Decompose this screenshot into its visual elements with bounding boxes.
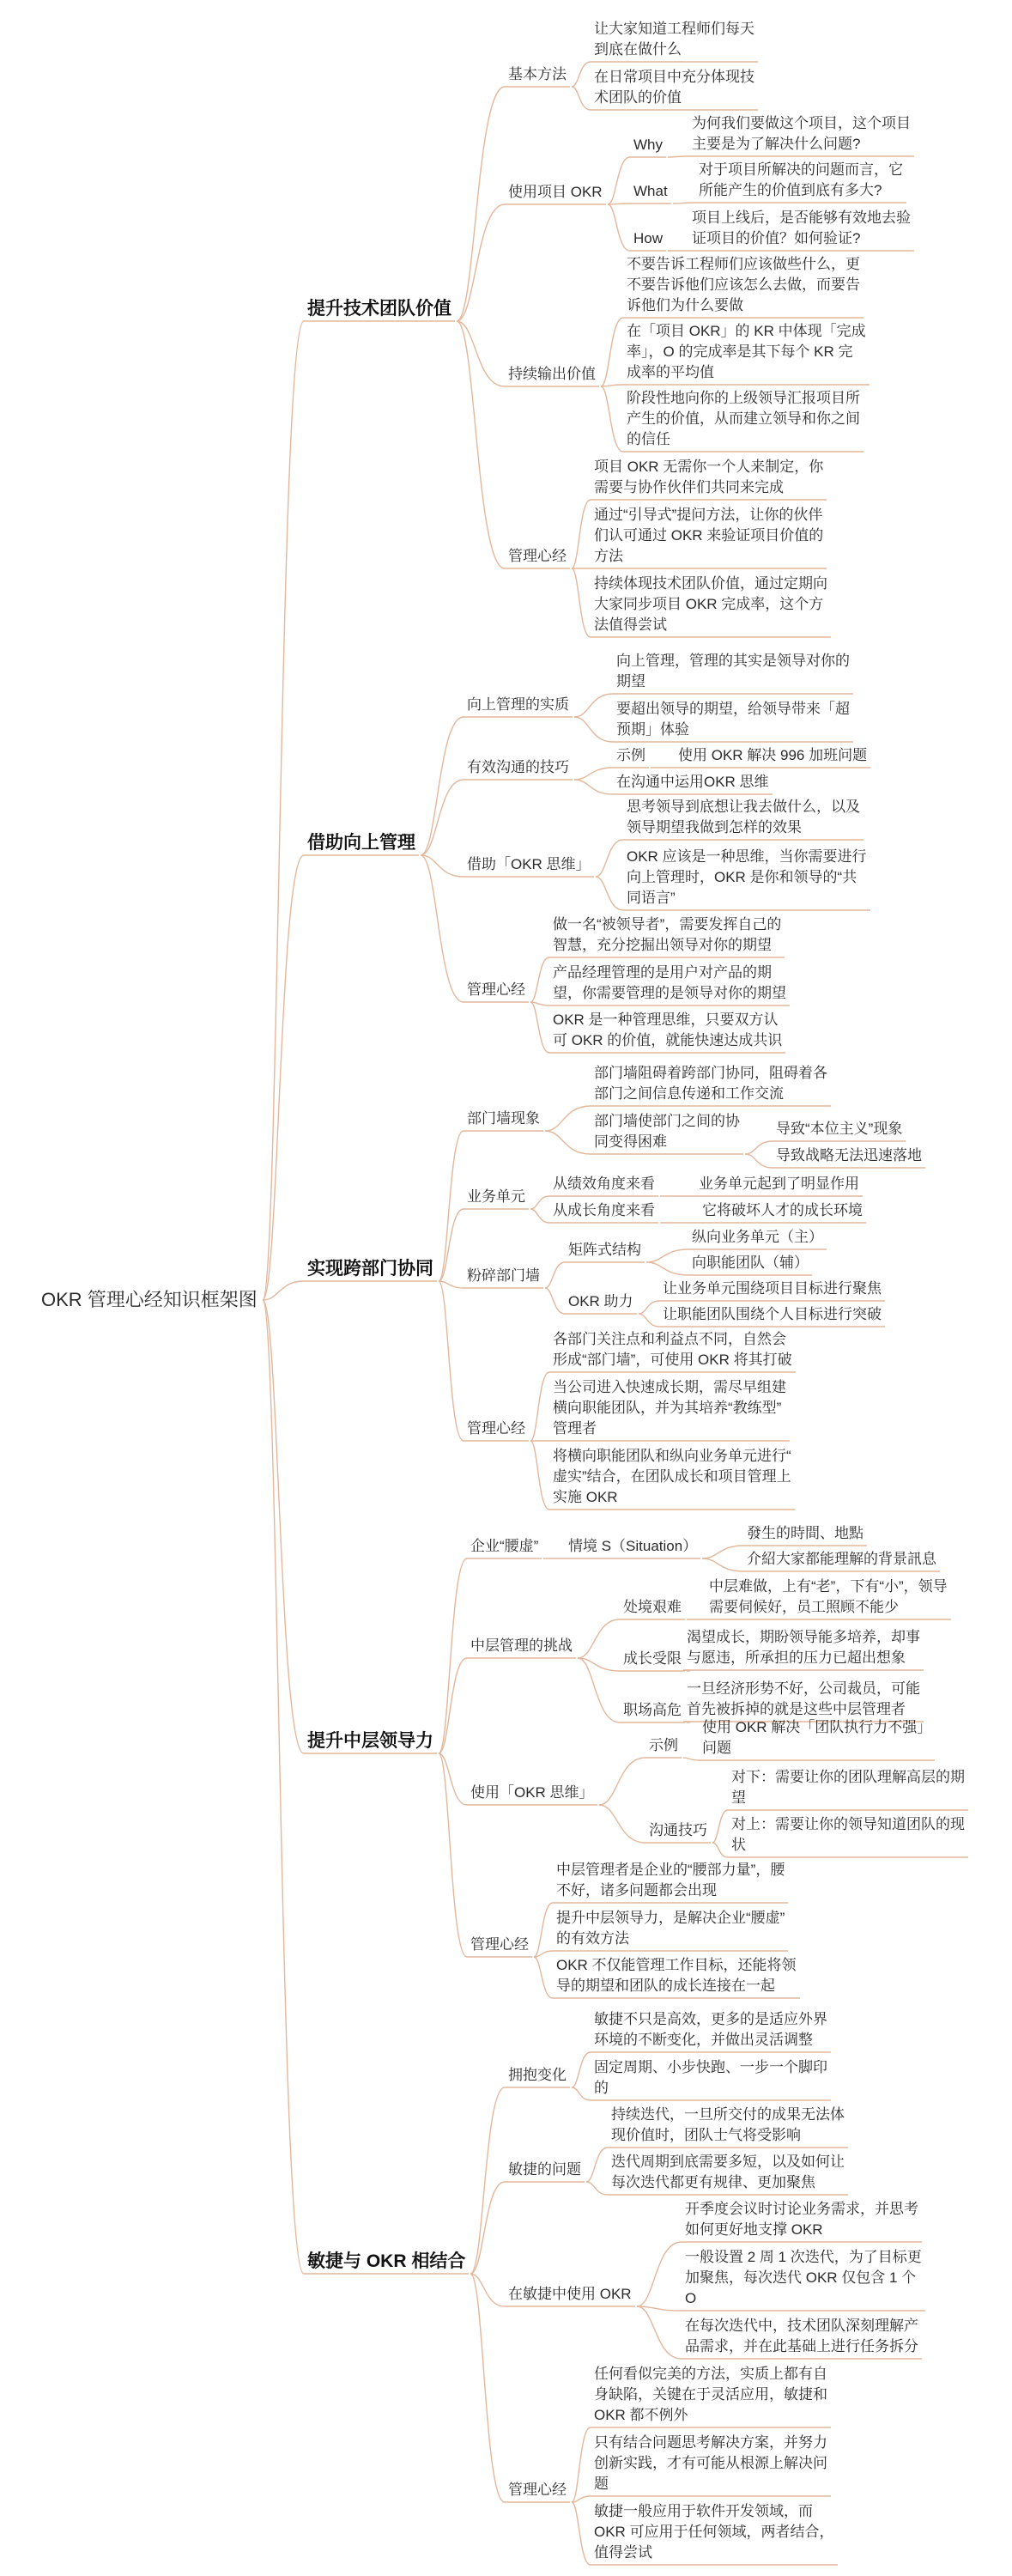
node-sections-3-children-1-children-2-children-0: 一旦经济形势不好，公司裁员，可能 首先被拆掉的就是这些中层管理者 xyxy=(687,1680,920,1717)
edge-sections-3-children-1-children-0 xyxy=(578,1619,620,1658)
node-sections-1-children-0-children-1: 要超出领导的期望，给领导带来「超 预期」体验 xyxy=(616,701,850,738)
node-sections-0-children-2-children-1: 在「项目 OKR」的 KR 中体现「完成 率」，O 的完成率是其下每个 KR 完 成率的平均值 xyxy=(627,323,866,380)
node-sections-4-children-2-children-2: 在每次迭代中，技术团队深刻理解产 品需求，并在此基础上进行任务拆分 xyxy=(685,2318,918,2354)
edge-sections-1-children-2 xyxy=(421,855,464,877)
edge-sections-3-children-1-children-2 xyxy=(578,1658,620,1722)
node-sections-2: 实现跨部门协同 xyxy=(307,1259,433,1279)
edge-sections-1 xyxy=(263,855,304,1300)
node-sections-2-children-1-children-1-children-0: 它将破坏人才的成长环境 xyxy=(702,1202,863,1218)
node-sections-0: 提升技术团队价值 xyxy=(307,299,451,319)
node-sections-1-children-3-children-2: OKR 是一种管理思维，只要双方认 可 OKR 的价值，就能快速达成共识 xyxy=(553,1012,783,1048)
node-sections-3-children-2-children-1: 沟通技巧 xyxy=(649,1822,707,1838)
edge-sections-0-children-3 xyxy=(457,321,505,568)
node-sections-0-children-0: 基本方法 xyxy=(508,66,567,82)
edge-sections-3 xyxy=(263,1300,304,1753)
node-sections-4-children-3: 管理心经 xyxy=(508,2482,567,2498)
node-sections-1-children-3-children-0: 做一名“被领导者”，需要发挥自己的 智慧，充分挖掘出领导对你的期望 xyxy=(553,916,782,953)
node-sections-2-children-1: 业务单元 xyxy=(467,1188,525,1205)
edge-sections-3-children-0 xyxy=(439,1558,467,1753)
node-sections-4-children-1: 敏捷的问题 xyxy=(508,2161,581,2178)
node-sections-3-children-3-children-2: OKR 不仅能管理工作目标，还能将领 导的期望和团队的成长连接在一起 xyxy=(556,1957,797,1994)
node-sections-4-children-0-children-0: 敏捷不只是高效，更多的是适应外界 环境的不断变化，并做出灵活调整 xyxy=(594,2011,827,2048)
node-sections-2-children-2-children-1-children-0: 让业务单元围绕项目目标进行聚焦 xyxy=(663,1280,882,1297)
edge-sections-0-children-1-children-1-children-0 xyxy=(673,203,695,204)
node-sections-3-children-3-children-1: 提升中层领导力，是解决企业“腰虚” 的有效方法 xyxy=(556,1910,785,1947)
node-sections-4-children-0: 拥抱变化 xyxy=(508,2067,567,2083)
edge-sections-2-children-2-children-0 xyxy=(545,1262,565,1288)
edge-sections-1-children-2-children-1 xyxy=(596,877,623,910)
edge-sections-3-children-3-children-0 xyxy=(534,1903,553,1957)
node-sections-3-children-1-children-0: 处境艰难 xyxy=(623,1599,682,1615)
edge-sections-2-children-0-children-1 xyxy=(545,1131,591,1154)
edge-sections-1-children-1-children-1 xyxy=(574,780,613,794)
edge-sections-2-children-2-children-1-children-0 xyxy=(639,1301,659,1314)
edge-sections-2-children-1-children-1 xyxy=(530,1209,549,1223)
node-sections-4-children-1-children-0: 持续迭代，一旦所交付的成果无法体 现价值时，团队士气将受影响 xyxy=(611,2106,845,2143)
node-sections-2-children-1-children-1: 从成长角度来看 xyxy=(553,1202,655,1218)
edge-sections-0-children-1 xyxy=(457,204,505,321)
edge-sections-2-children-2-children-1 xyxy=(545,1288,565,1314)
edge-sections-0-children-2-children-1 xyxy=(601,385,623,386)
node-sections-3-children-3: 管理心经 xyxy=(470,1936,529,1953)
edge-sections-0-children-0 xyxy=(457,87,505,321)
node-sections-4-children-2-children-0: 开季度会议时讨论业务需求，并思考 如何更好地支撑 OKR xyxy=(685,2201,918,2238)
node-sections-0-children-1-children-2-children-0: 项目上线后，是否能够有效地去验 证项目的价值？如何验证? xyxy=(692,210,911,246)
node-sections-3-children-0-children-0-children-1: 介紹大家都能理解的背景訊息 xyxy=(747,1551,936,1567)
root-topic: OKR 管理心经知识框架图 xyxy=(41,1289,258,1310)
node-sections-0-children-3-children-2: 持续体现技术团队价值，通过定期向 大家同步项目 OKR 完成率，这个方 法值得尝试 xyxy=(594,575,827,633)
node-sections-4-children-3-children-1: 只有结合问题思考解决方案，并努力 创新实践，才有可能从根源上解决问 题 xyxy=(594,2434,827,2492)
node-sections-0-children-2-children-0: 不要告诉工程师们应该做些什么，更 不要告诉他们应该怎么去做，而要告 诉他们为什么要做 xyxy=(627,256,860,313)
node-sections-1-children-1: 有效沟通的技巧 xyxy=(467,759,569,775)
node-sections-3-children-1-children-1: 成长受限 xyxy=(623,1650,682,1667)
node-sections-3: 提升中层领导力 xyxy=(307,1731,433,1751)
node-sections-0-children-3-children-0: 项目 OKR 无需你一个人来制定，你 需要与协作伙伴们共同来完成 xyxy=(594,459,824,495)
edge-sections-2-children-2 xyxy=(439,1281,464,1288)
edge-sections-3-children-2 xyxy=(439,1753,467,1805)
edge-sections-1-children-2-children-0 xyxy=(596,840,623,877)
node-sections-3-children-1-children-2: 职场高危 xyxy=(623,1702,682,1718)
edge-sections-1-children-0 xyxy=(421,717,464,855)
edge-sections-0-children-1-children-0 xyxy=(608,157,630,204)
node-sections-3-children-3-children-0: 中层管理者是企业的“腰部力量”，腰 不好，诸多问题都会出现 xyxy=(556,1862,785,1899)
node-sections-0-children-1: 使用项目 OKR xyxy=(508,184,603,200)
edge-sections-3-children-1-children-1 xyxy=(578,1658,620,1671)
node-sections-3-children-0-children-0-children-0: 發生的時間、地點 xyxy=(747,1525,864,1541)
edge-sections-1-children-1-children-0 xyxy=(574,768,613,780)
edge-sections-2-children-2-children-1-children-1 xyxy=(639,1314,659,1327)
node-sections-2-children-2-children-0-children-1: 向职能团队（辅） xyxy=(692,1255,809,1271)
edge-sections-2-children-2-children-0-children-0 xyxy=(646,1249,688,1262)
node-sections-3-children-2-children-0: 示例 xyxy=(649,1737,678,1753)
node-sections-3-children-2-children-1-children-0: 对下：需要让你的团队理解高层的期 望 xyxy=(731,1769,965,1806)
edge-sections-3-children-3 xyxy=(439,1753,467,1957)
node-sections-4-children-3-children-2: 敏捷一般应用于软件开发领域，而 OKR 可应用于任何领域，两者结合， 值得尝试 xyxy=(594,2503,834,2561)
node-sections-2-children-2-children-1: OKR 助力 xyxy=(568,1293,633,1309)
edge-sections-4-children-2 xyxy=(470,2274,505,2306)
edge-sections-0-children-3-children-2 xyxy=(572,568,591,637)
edge-sections-1-children-0-children-0 xyxy=(574,694,613,717)
edge-sections-2-children-0 xyxy=(439,1131,464,1281)
node-sections-1-children-1-children-0: 示例 xyxy=(616,747,645,763)
edge-sections-2-children-0-children-1-children-0 xyxy=(745,1141,773,1154)
edge-sections-3-children-0-children-0-children-0 xyxy=(702,1546,743,1558)
edge-sections-3-children-2-children-0-children-0 xyxy=(683,1758,699,1760)
node-sections-0-children-1-children-2: How xyxy=(633,230,664,246)
edge-sections-4-children-1 xyxy=(470,2182,505,2274)
edge-sections-1-children-0-children-1 xyxy=(574,717,613,742)
edge-sections-0-children-1-children-0-children-0 xyxy=(668,156,688,157)
node-sections-0-children-1-children-0: Why xyxy=(633,137,663,153)
node-sections-2-children-0: 部门墙现象 xyxy=(467,1110,540,1127)
edge-sections-0-children-0-children-1 xyxy=(572,87,591,110)
node-sections-2-children-2-children-0: 矩阵式结构 xyxy=(568,1242,641,1258)
node-sections-3-children-1: 中层管理的挑战 xyxy=(470,1637,573,1654)
edge-sections-4-children-0-children-1 xyxy=(572,2087,591,2100)
node-sections-2-children-1-children-0: 从绩效角度来看 xyxy=(553,1176,655,1192)
edge-sections-0-children-3-children-0 xyxy=(572,500,591,568)
edge-sections-4 xyxy=(263,1300,304,2274)
node-sections-2-children-0-children-0: 部门墙阻碍着跨部门协同，阻碍着各 部门之间信息传递和工作交流 xyxy=(594,1065,827,1102)
node-sections-1-children-2-children-1: OKR 应该是一种思维，当你需要进行 向上管理时，OKR 是你和领导的“共 同语言” xyxy=(627,848,867,906)
node-sections-2-children-2-children-0-children-0: 纵向业务单元（主） xyxy=(692,1229,823,1245)
edge-sections-0-children-2 xyxy=(457,321,505,386)
edge-sections-2-children-1-children-0 xyxy=(530,1196,549,1209)
node-sections-4-children-0-children-1: 固定周期、小步快跑、一步一个脚印 的 xyxy=(594,2059,827,2096)
edge-sections-3-children-2-children-1 xyxy=(599,1805,645,1843)
node-sections-2-children-3-children-1: 当公司进入快速成长期，需尽早组建 横向职能团队，并为其培养“教练型” 管理者 xyxy=(553,1379,786,1437)
node-sections-2-children-3-children-2: 将横向职能团队和纵向业务单元进行“ 虚实”结合，在团队成长和项目管理上 实施 OKR xyxy=(553,1448,791,1505)
node-sections-1: 借助向上管理 xyxy=(307,833,415,853)
node-sections-3-children-1-children-0-children-0: 中层难做，上有“老”，下有“小”，领导 需要伺候好，员工照顾不能少 xyxy=(709,1578,948,1615)
node-sections-2-children-0-children-1-children-1: 导致战略无法迅速落地 xyxy=(776,1147,922,1163)
node-sections-2-children-3: 管理心经 xyxy=(467,1420,525,1437)
edge-sections-3-children-0-children-0-children-1 xyxy=(702,1558,743,1571)
node-sections-3-children-0-children-0: 情境 S（Situation） xyxy=(568,1538,698,1554)
node-sections-0-children-1-children-0-children-0: 为何我们要做这个项目，这个项目 主要是为了解决什么问题? xyxy=(692,115,911,152)
edge-sections-3-children-3-children-2 xyxy=(534,1957,553,1998)
node-sections-1-children-1-children-1: 在沟通中运用OKR 思维 xyxy=(616,774,769,790)
node-sections-1-children-3: 管理心经 xyxy=(467,981,525,998)
node-sections-4-children-1-children-1: 迭代周期到底需要多短，以及如何让 每次迭代都更有规律、更加聚焦 xyxy=(611,2154,845,2190)
edge-sections-0-children-2-children-0 xyxy=(601,318,623,386)
edge-sections-2-children-0-children-0 xyxy=(545,1106,591,1131)
node-sections-3-children-2: 使用「OKR 思维」 xyxy=(470,1784,594,1801)
edge-sections-4-children-0 xyxy=(470,2087,505,2274)
node-sections-2-children-3-children-0: 各部门关注点和利益点不同，自然会 形成“部门墙”，可使用 OKR 将其打破 xyxy=(553,1331,792,1368)
edge-sections-3-children-2-children-1-children-0 xyxy=(712,1810,728,1843)
node-sections-0-children-1-children-1-children-0: 对于项目所解决的问题而言，它 所能产生的价值到底有多大? xyxy=(699,161,903,198)
node-sections-1-children-0: 向上管理的实质 xyxy=(467,696,569,713)
node-sections-2-children-0-children-1-children-0: 导致“本位主义”现象 xyxy=(776,1121,903,1137)
edge-sections-1-children-1 xyxy=(421,780,464,855)
node-sections-4-children-2-children-1: 一般设置 2 周 1 次迭代，为了目标更 加聚焦，每次迭代 OKR 仅包含 1 个 O xyxy=(685,2249,922,2306)
node-sections-0-children-3: 管理心经 xyxy=(508,548,567,564)
edge-sections-0-children-1-children-2 xyxy=(608,204,630,251)
node-sections-3-children-1-children-1-children-0: 渴望成长，期盼领导能多培养，却事 与愿违，所承担的压力已超出想象 xyxy=(687,1629,920,1666)
edge-sections-4-children-3-children-2 xyxy=(572,2502,591,2565)
node-sections-4-children-3-children-0: 任何看似完美的方法，实质上都有自 身缺陷，关键在于灵活应用，敏捷和 OKR 都不例外 xyxy=(594,2366,827,2423)
node-sections-1-children-2-children-0: 思考领导到底想让我去做什么，以及 领导期望我做到怎样的效果 xyxy=(627,799,860,835)
edge-sections-4-children-2-children-2 xyxy=(637,2306,682,2359)
node-sections-1-children-1-children-0-children-0: 使用 OKR 解决 996 加班问题 xyxy=(678,747,868,763)
edge-sections-0-children-0-children-0 xyxy=(572,62,591,87)
edge-sections-4-children-1-children-0 xyxy=(586,2148,608,2182)
edge-sections-1-children-3-children-0 xyxy=(530,957,549,1002)
node-sections-4: 敏捷与 OKR 相结合 xyxy=(307,2251,466,2271)
edge-sections-2-children-3-children-2 xyxy=(530,1441,549,1510)
node-sections-0-children-0-children-1: 在日常项目中充分体现技 术团队的价值 xyxy=(594,69,754,106)
edge-sections-2-children-3 xyxy=(439,1281,464,1441)
edge-sections-0-children-2-children-2 xyxy=(601,386,623,452)
edge-sections-4-children-3 xyxy=(470,2274,505,2502)
edge-sections-1-children-3 xyxy=(421,855,464,1002)
edge-sections-3-children-2-children-0 xyxy=(599,1758,645,1805)
edge-sections-4-children-2-children-0 xyxy=(637,2242,682,2306)
node-sections-0-children-2-children-2: 阶段性地向你的上级领导汇报项目所 产生的价值，从而建立领导和你之间 的信任 xyxy=(627,390,860,447)
node-sections-4-children-2: 在敏捷中使用 OKR xyxy=(508,2286,632,2302)
edge-sections-2-children-0-children-1-children-1 xyxy=(745,1154,773,1168)
node-sections-3-children-0: 企业“腰虚” xyxy=(470,1538,539,1554)
edge-sections-0 xyxy=(263,321,304,1300)
node-sections-0-children-3-children-1: 通过“引导式”提问方法，让你的伙伴 们认可通过 OKR 来验证项目价值的 方法 xyxy=(594,507,824,564)
node-sections-0-children-1-children-1: What xyxy=(633,183,668,199)
edge-sections-4-children-3-children-0 xyxy=(572,2427,591,2502)
node-sections-1-children-3-children-1: 产品经理管理的是用户对产品的期 望，你需要管理的是领导对你的期望 xyxy=(553,964,786,1001)
node-sections-3-children-2-children-1-children-1: 对上：需要让你的领导知道团队的现 状 xyxy=(731,1816,965,1853)
edge-sections-2-children-3-children-0 xyxy=(530,1372,549,1441)
node-sections-0-children-2: 持续输出价值 xyxy=(508,366,596,382)
node-sections-1-children-2: 借助「OKR 思维」 xyxy=(467,856,591,872)
edge-sections-3-children-2-children-1-children-1 xyxy=(712,1843,728,1857)
edge-sections-4-children-1-children-1 xyxy=(586,2182,608,2195)
node-sections-1-children-0-children-0: 向上管理，管理的其实是领导对你的 期望 xyxy=(616,653,850,690)
node-sections-0-children-0-children-0: 让大家知道工程师们每天 到底在做什么 xyxy=(594,21,754,58)
node-sections-3-children-2-children-0-children-0: 使用 OKR 解决「团队执行力不强」 问题 xyxy=(702,1719,932,1756)
edge-sections-2-children-2-children-0-children-1 xyxy=(646,1262,688,1275)
edge-sections-2 xyxy=(263,1281,304,1300)
node-sections-2-children-2: 粉碎部门墙 xyxy=(467,1267,540,1284)
node-sections-2-children-2-children-1-children-1: 让职能团队围绕个人目标进行突破 xyxy=(663,1306,882,1322)
node-sections-2-children-1-children-0-children-0: 业务单元起到了明显作用 xyxy=(699,1176,859,1192)
edge-sections-4-children-0-children-0 xyxy=(572,2052,591,2087)
node-sections-2-children-0-children-1: 部门墙使部门之间的协 同变得困难 xyxy=(594,1113,740,1150)
edge-sections-1-children-3-children-2 xyxy=(530,1002,549,1053)
